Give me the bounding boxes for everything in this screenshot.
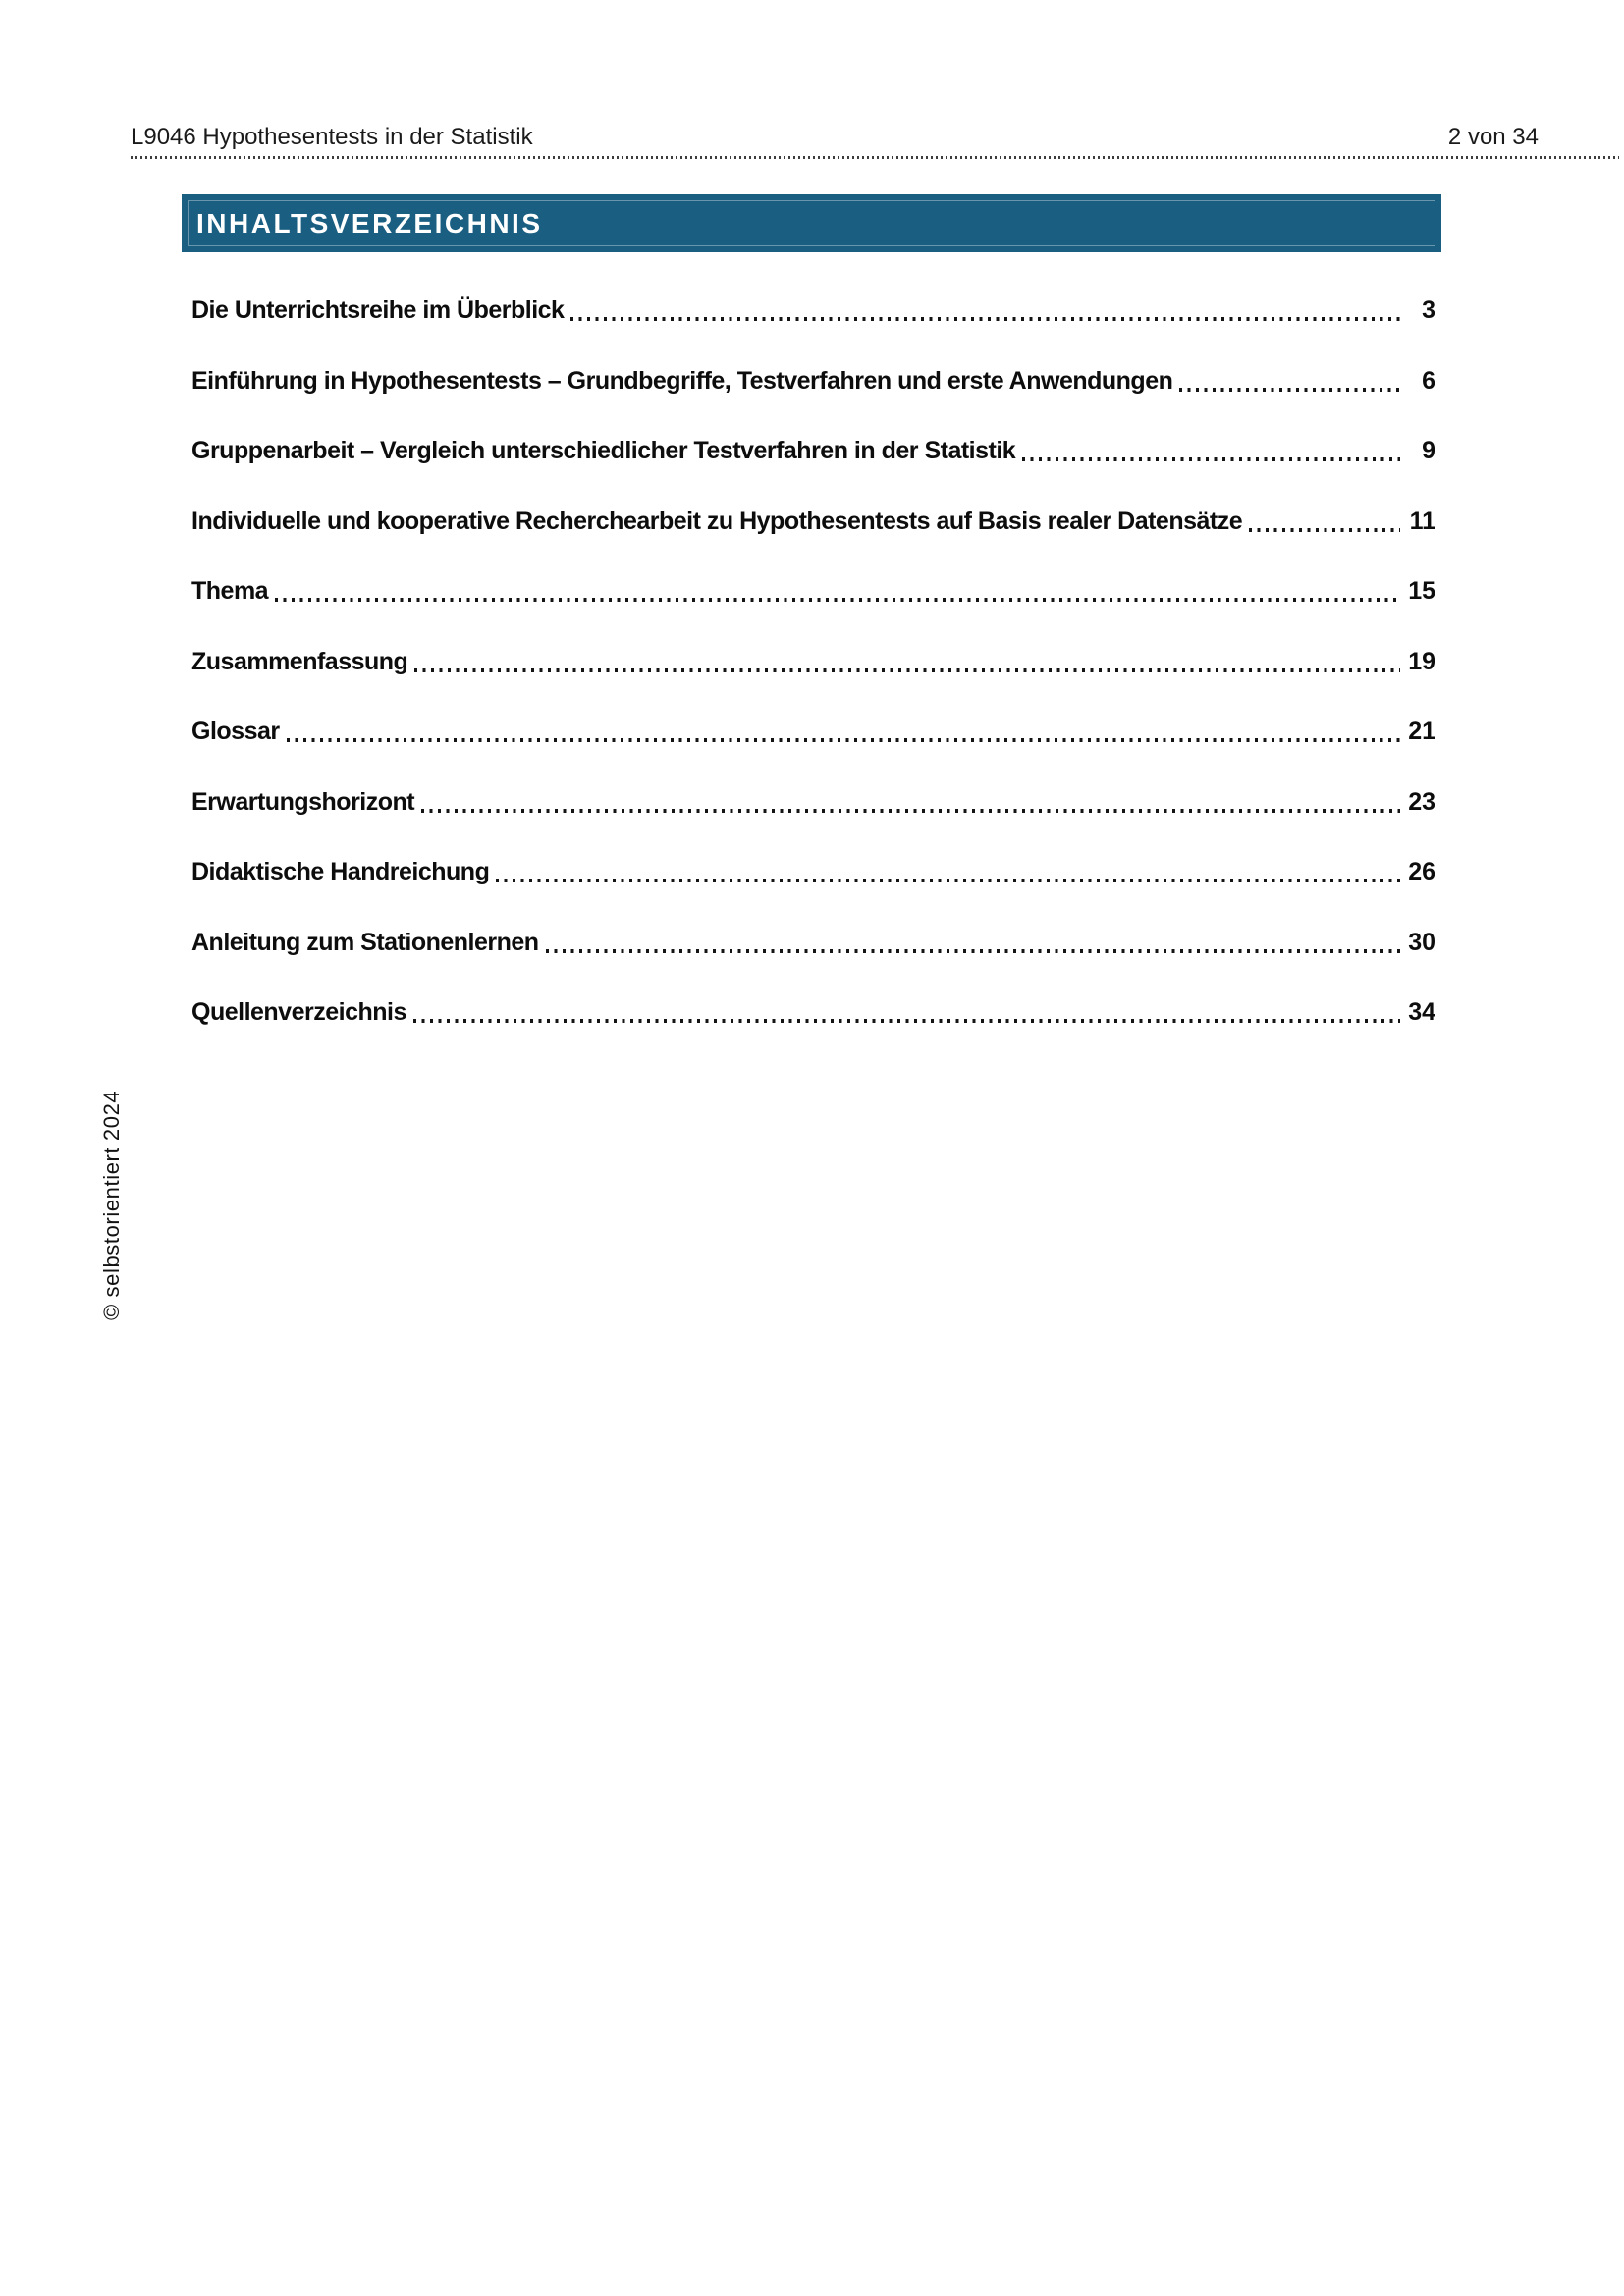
toc-entry-title: Individuelle und kooperative Recherchearbeit zu Hypothesentests auf Basis realer Datensätze <box>191 507 1243 535</box>
toc-entry-title: Glossar <box>191 718 280 745</box>
toc-leader-dots <box>413 1019 1400 1023</box>
toc-entry[interactable] <box>191 788 1435 817</box>
toc-entry-page: 30 <box>1408 928 1435 956</box>
toc-leader-dots <box>275 598 1400 602</box>
toc-entry-page: 34 <box>1408 998 1435 1026</box>
toc-entry-title: Quellenverzeichnis <box>191 998 406 1026</box>
toc-entry-title: Erwartungshorizont <box>191 787 415 816</box>
toc-entry[interactable] <box>191 648 1435 676</box>
toc-entry-title: Anleitung zum Stationenlernen <box>191 928 539 956</box>
toc-entry-page: 21 <box>1408 718 1435 745</box>
toc-entry-title: Die Unterrichtsreihe im Überblick <box>191 296 565 324</box>
toc-entry[interactable] <box>191 437 1435 465</box>
header-dotted-rule <box>131 156 1619 159</box>
toc-entry-page: 23 <box>1408 787 1435 816</box>
toc-leader-dots <box>546 949 1400 953</box>
toc-leader-dots <box>287 738 1400 742</box>
toc-section-banner <box>182 194 1441 252</box>
toc-entry[interactable] <box>191 367 1435 396</box>
toc-entry-title: Thema <box>191 577 269 605</box>
toc-entry-page: 11 <box>1409 507 1435 535</box>
toc-entry-title: Einführung in Hypothesentests – Grundbegriffe, Testverfahren und erste Anwendungen <box>191 366 1173 395</box>
toc-leader-dots <box>1249 528 1400 532</box>
copyright-vertical-label: © selbstorientiert 2024 <box>99 1090 124 1320</box>
toc-entry-title: Gruppenarbeit – Vergleich unterschiedlicher Testverfahren in der Statistik <box>191 437 1016 464</box>
toc-entry[interactable] <box>191 858 1435 886</box>
toc-entry-page: 6 <box>1422 366 1435 395</box>
toc-entry[interactable] <box>191 998 1435 1027</box>
toc-leader-dots <box>414 668 1400 672</box>
toc-leader-dots <box>421 809 1400 813</box>
toc-banner-title: INHALTSVERZEICHNIS <box>196 207 543 239</box>
toc-entry-page: 15 <box>1408 577 1435 605</box>
running-header <box>131 124 1539 151</box>
toc-entry[interactable] <box>191 929 1435 957</box>
toc-entry[interactable] <box>191 577 1435 606</box>
header-page-indicator: 2 von 34 <box>1447 124 1539 150</box>
header-document-title: L9046 Hypothesentests in der Statistik <box>131 124 533 150</box>
toc-entry-page: 3 <box>1422 296 1435 324</box>
toc-entry-page: 9 <box>1422 437 1435 464</box>
toc-list <box>191 296 1435 1069</box>
toc-entry-title: Didaktische Handreichung <box>191 858 490 885</box>
toc-entry-page: 19 <box>1408 647 1435 675</box>
toc-entry[interactable] <box>191 507 1435 536</box>
toc-entry-page: 26 <box>1408 858 1435 885</box>
toc-leader-dots <box>570 317 1400 321</box>
toc-entry-title: Zusammenfassung <box>191 647 408 675</box>
toc-leader-dots <box>1022 457 1400 461</box>
toc-leader-dots <box>1179 388 1400 392</box>
toc-entry[interactable] <box>191 718 1435 746</box>
toc-entry[interactable] <box>191 296 1435 325</box>
toc-leader-dots <box>496 879 1400 882</box>
